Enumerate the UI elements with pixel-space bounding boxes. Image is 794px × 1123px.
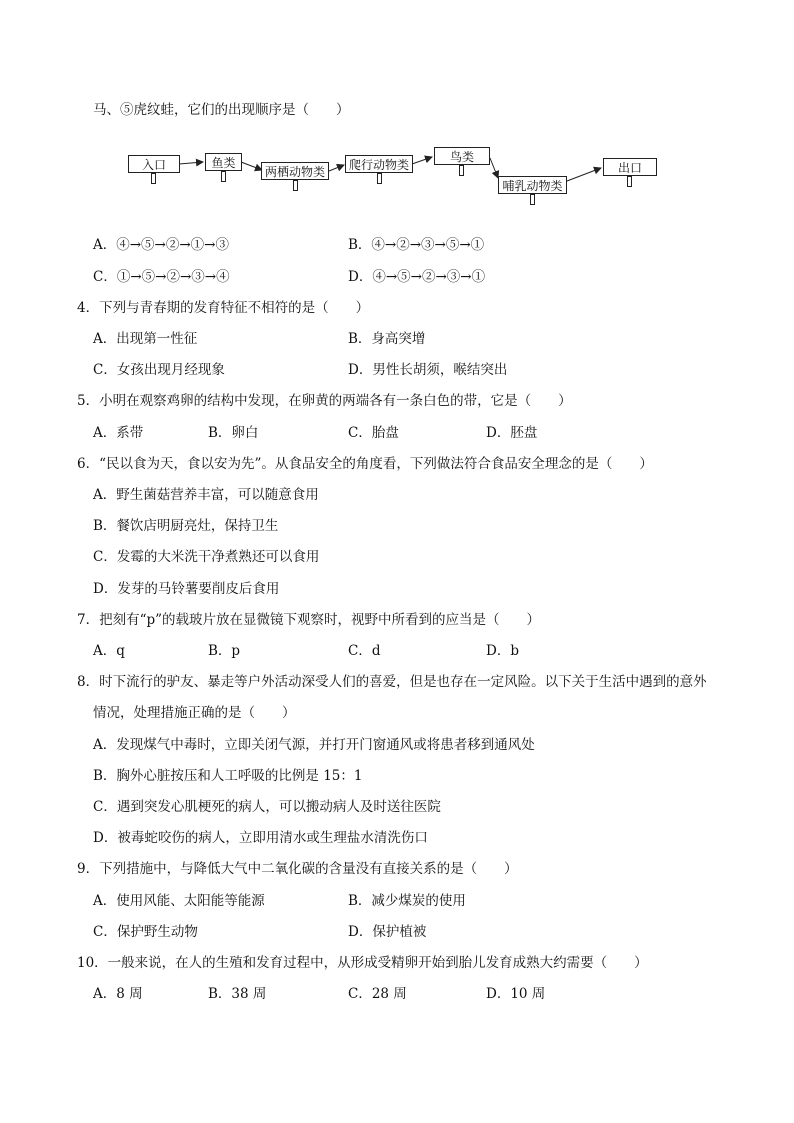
q7-option-d: D．b (486, 643, 519, 659)
q3-option-b: B．④→②→③→⑤→① (348, 237, 485, 253)
q4-stem: 4．下列与青春期的发育特征不相符的是（ ） (77, 300, 370, 316)
q10-stem: 10．一般来说，在人的生殖和发育过程中，从形成受精卵开始到胎儿发育成熟大约需要（ ） (77, 955, 648, 971)
q8-option-d: D．被毒蛇咬伤的病人，立即用清水或生理盐水清洗伤口 (93, 830, 428, 846)
q7-option-a: A．q (93, 643, 125, 659)
q8-option-c: C．遇到突发心肌梗死的病人，可以搬动病人及时送往医院 (93, 799, 441, 815)
q4-option-c: C．女孩出现月经现象 (93, 362, 225, 378)
q5-option-d: D．胚盘 (486, 425, 538, 441)
q8-option-a: A．发现煤气中毒时，立即关闭气源，并打开门窗通风或将患者移到通风处 (93, 737, 535, 753)
q9-stem: 9．下列措施中，与降低大气中二氧化碳的含量没有直接关系的是（ ） (77, 861, 518, 877)
q7-option-b: B．p (208, 643, 241, 659)
q3-option-d: D．④→⑤→②→③→① (348, 269, 486, 285)
q5-option-c: C．胎盘 (348, 425, 399, 441)
q9-option-d: D．保护植被 (348, 924, 427, 940)
sign-post (377, 173, 382, 184)
q5-option-b: B．卵白 (208, 425, 259, 441)
q5-stem: 5．小明在观察鸡卵的结构中发现，在卵黄的两端各有一条白色的带，它是（ ） (77, 393, 572, 409)
q3-option-a: A．④→⑤→②→①→③ (93, 237, 229, 253)
sign-bird: 鸟类 (434, 147, 490, 165)
q5-option-a: A．系带 (93, 425, 144, 441)
q7-stem: 7．把刻有“p”的载玻片放在显微镜下观察时，视野中所看到的应当是（ ） (77, 612, 541, 628)
sign-post (627, 176, 632, 187)
q6-option-a: A．野生菌菇营养丰富，可以随意食用 (93, 487, 319, 503)
q9-option-b: B．减少煤炭的使用 (348, 893, 466, 909)
q6-stem: 6．“民以食为天，食以安为先”。从食品安全的角度看，下列做法符合食品安全理念的是（ ） (77, 456, 653, 472)
sign-reptile: 爬行动物类 (345, 155, 413, 173)
q4-option-b: B．身高突增 (348, 331, 426, 347)
sign-post (530, 194, 535, 205)
q4-option-a: A．出现第一性征 (93, 331, 198, 347)
sign-exit: 出口 (603, 158, 657, 176)
diagram-arrows (0, 0, 794, 260)
q10-option-d: D．10 周 (486, 986, 546, 1002)
q10-option-b: B．38 周 (208, 986, 267, 1002)
q6-option-c: C．发霉的大米洗干净煮熟还可以食用 (93, 549, 320, 565)
q3-stem-continuation: 马、⑤虎纹蛙，它们的出现顺序是（ ） (93, 102, 350, 118)
q8-stem-line2: 情况，处理措施正确的是（ ） (93, 705, 296, 721)
q6-option-d: D．发芽的马铃薯要削皮后食用 (93, 581, 280, 597)
q9-option-c: C．保护野生动物 (93, 924, 198, 940)
q6-option-b: B．餐饮店明厨亮灶，保持卫生 (93, 518, 279, 534)
q8-stem-line1: 8．时下流行的驴友、暴走等户外活动深受人们的喜爱，但是也存在一定风险。以下关于生活中遇到的意外 (77, 674, 707, 690)
sign-post (221, 171, 226, 182)
sign-post (459, 165, 464, 176)
q9-option-a: A．使用风能、太阳能等能源 (93, 893, 265, 909)
q10-option-c: C．28 周 (348, 986, 407, 1002)
sign-post (151, 173, 156, 184)
q8-option-b: B．胸外心脏按压和人工呼吸的比例是 15：1 (93, 768, 363, 784)
q4-option-d: D．男性长胡须，喉结突出 (348, 362, 508, 378)
sign-post (293, 180, 298, 191)
sign-fish: 鱼类 (205, 153, 242, 171)
sign-amphibian: 两栖动物类 (261, 162, 329, 180)
q3-option-c: C．①→⑤→②→③→④ (93, 269, 230, 285)
q7-option-c: C．d (348, 643, 381, 659)
sign-entrance: 入口 (128, 155, 180, 173)
q10-option-a: A．8 周 (93, 986, 143, 1002)
sign-mammal: 哺乳动物类 (498, 176, 567, 194)
